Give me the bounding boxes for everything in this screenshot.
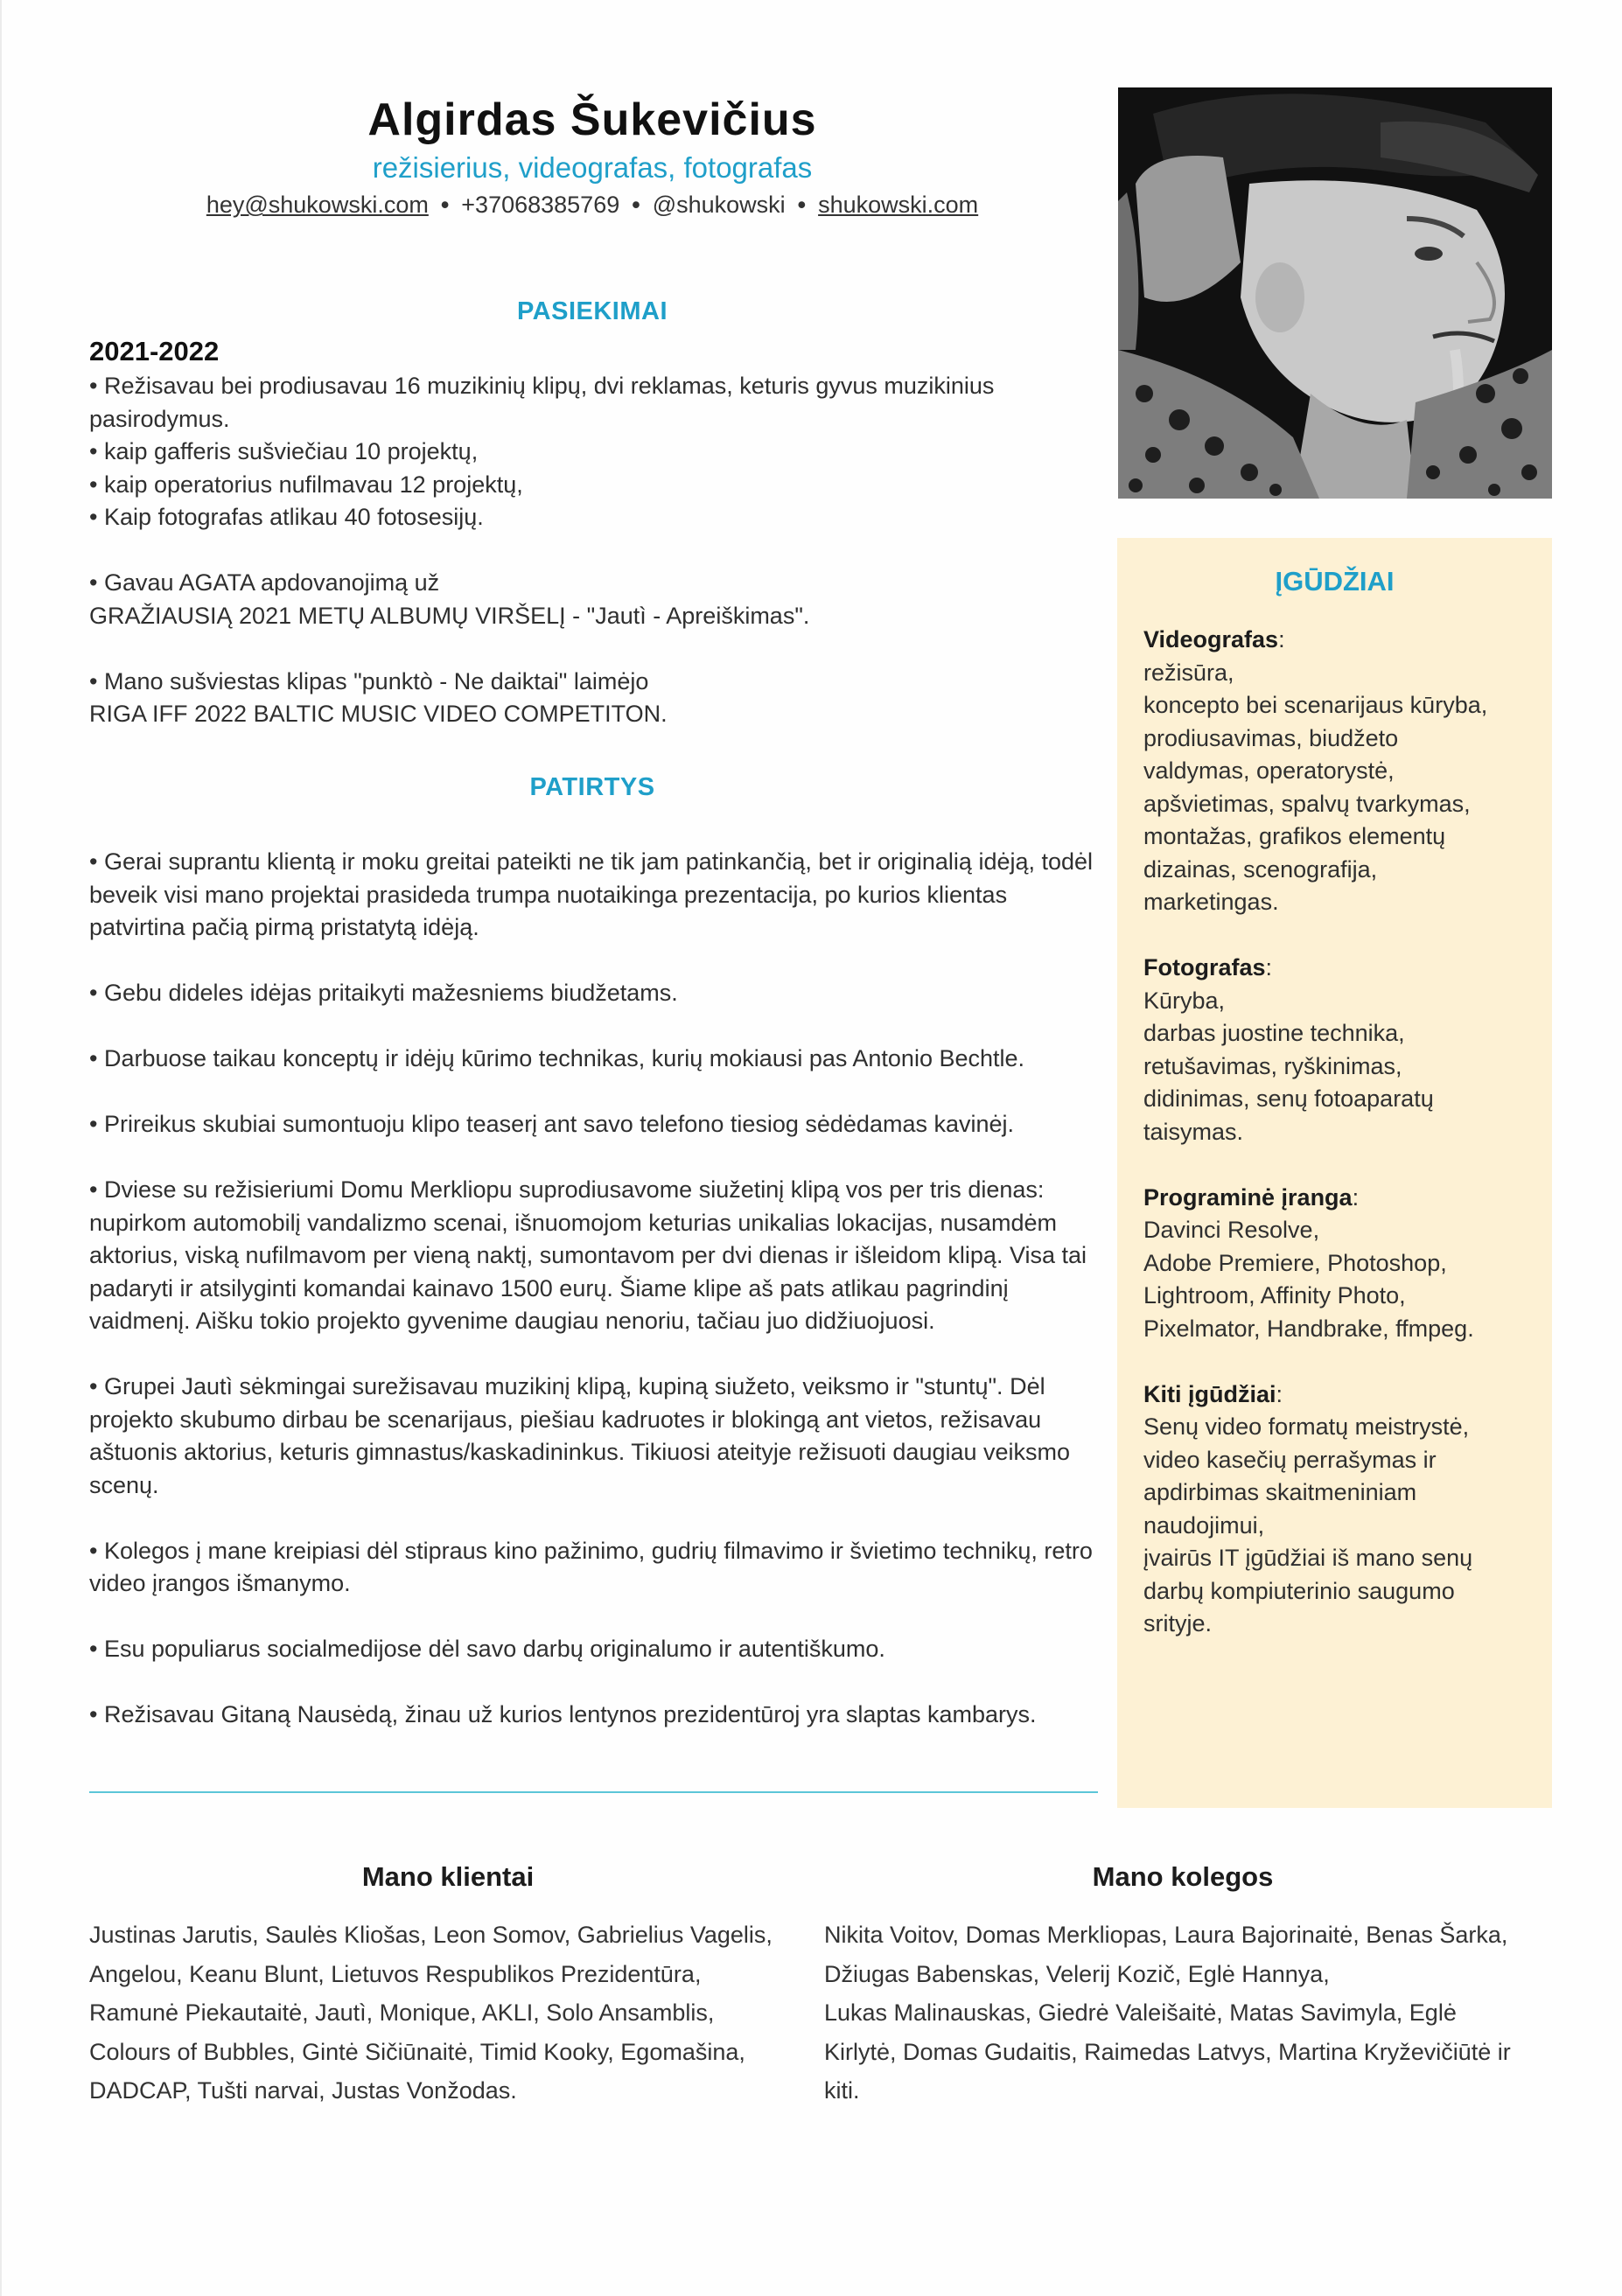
- contact-line: [89, 192, 1095, 219]
- skill-line: naudojimui,: [1143, 1511, 1265, 1539]
- achievements-list: [89, 370, 1104, 731]
- profile-photo: [1118, 87, 1552, 499]
- skill-line: įvairūs IT įgūdžiai iš mano senų: [1143, 1545, 1473, 1571]
- experience-item: • Darbuose taikau konceptų ir idėjų kūrimo technikas, kurių mokiausi pas Antonio Bechtle.: [89, 1045, 1025, 1071]
- skills-heading: ĮGŪDŽIAI: [1275, 566, 1395, 597]
- skill-line: valdymas, operatorystė,: [1143, 757, 1395, 784]
- clients-list: [89, 1916, 807, 2111]
- achievement-item: • Kaip fotografas atlikau 40 fotosesijų.: [89, 504, 484, 530]
- skill-line: darbas juostine technika,: [1143, 1020, 1405, 1046]
- colleagues-column: [824, 1861, 1542, 2111]
- skill-line: marketingas.: [1143, 889, 1279, 915]
- award-line: • Mano sušviestas klipas "punktò - Ne daiktai" laimėjo: [89, 667, 649, 694]
- skills-panel: [1117, 538, 1552, 1808]
- colleagues-line: Džiugas Babenskas, Velerij Kozič, Eglė Hannya,: [824, 1960, 1330, 1987]
- experience-item: • Grupei Jautì sėkmingai surežisavau muzikinį klipą, kupiną siužeto, veiksmo ir "stuntų". Dėl projekto skubumo dirbau be scenarijaus, piešiau kadruotes ir blokingą ant vietos, režisavau aštuonis aktorius, keturis gimnastus/kaskadininkus. Tikiuosi ateityje režisuoti daugiau veiksmo scenų.: [89, 1373, 1071, 1498]
- achievement-item: • Režisavau bei prodiusavau 16 muzikinių klipų, dvi reklamas, keturis gyvus muzikinius pasirodymus.: [89, 373, 995, 432]
- email-link[interactable]: hey@shukowski.com: [206, 192, 429, 219]
- person-name: Algirdas Šukevičius: [367, 94, 817, 145]
- skill-group-photographer: Fotografas: Kūryba, darbas juostine technika, retušavimas, ryškinimas, didinimas, senų fotoaparatų taisymas.: [1143, 952, 1526, 1148]
- skill-line: apdirbimas skaitmeniniam: [1143, 1479, 1417, 1505]
- achievement-item: • kaip operatorius nufilmavau 12 projektų,: [89, 471, 523, 498]
- achievement-item: • kaip gafferis sušviečiau 10 projektų,: [89, 438, 479, 464]
- person-roles: režisierius, videografas, fotografas: [372, 150, 813, 184]
- experience-item: • Prireikus skubiai sumontuoju klipo teaserį ant savo telefono tiesiog sėdėdamas kavinėj.: [89, 1111, 1015, 1137]
- colleagues-heading: Mano kolegos: [1092, 1861, 1274, 1892]
- skill-group-label: Videografas: [1143, 626, 1279, 653]
- clients-line: DADCAP, Tušti narvai, Justas Vonžodas.: [89, 2077, 517, 2104]
- skill-line: video kasečių perrašymas ir: [1143, 1446, 1437, 1473]
- skill-line: apšvietimas, spalvų tvarkymas,: [1143, 790, 1471, 817]
- skill-line: režisūra,: [1143, 659, 1234, 686]
- separator-dot: •: [632, 192, 640, 219]
- skill-line: montažas, grafikos elementų: [1143, 823, 1446, 849]
- experience-item: • Gebu dideles idėjas pritaikyti mažesniems biudžetams.: [89, 980, 678, 1006]
- skill-line: Lightroom, Affinity Photo,: [1143, 1282, 1406, 1309]
- skill-group-label: Fotografas: [1143, 954, 1266, 981]
- clients-line: Justinas Jarutis, Saulės Kliošas, Leon Somov, Gabrielius Vagelis,: [89, 1922, 773, 1948]
- skill-group-label: Kiti įgūdžiai: [1143, 1380, 1276, 1407]
- achievements-years: 2021-2022: [89, 336, 220, 366]
- experience-item: • Režisavau Gitaną Nausėdą, žinau už kurios lentynos prezidentūroj yra slaptas kambarys.: [89, 1701, 1037, 1727]
- colleagues-line: Kirlytė, Domas Gudaitis, Raimedas Latvys, Martina Kryževičiūtė ir: [824, 2038, 1511, 2065]
- experience-item: • Dviese su režisieriumi Domu Merkliopu suprodiusavome siužetinį klipą vos per tris dienas: nupirkom automobilį vandalizmo scenai, išnuomojom keturias unikalias lokacijas, nusamdėm aktorius, viską nufilmavom per vieną naktį, sumontavom per dvi dienas ir išleidom klipą. Visa tai padaryti ir atsilyginti komandai kainavo 1500 eurų. Šiame klipe aš pats atlikau pagrindinį vaidmenį. Aišku tokio projekto gyvenime daugiau nenoriu, tačiau juo didžiuojuosi.: [89, 1176, 1087, 1334]
- skill-line: srityje.: [1143, 1610, 1213, 1637]
- colleagues-list: [824, 1916, 1542, 2111]
- separator-dot: •: [797, 192, 807, 219]
- section-divider: [89, 1791, 1098, 1793]
- colleagues-line: kiti.: [824, 2077, 860, 2104]
- clients-heading: Mano klientai: [361, 1861, 535, 1892]
- skill-line: dizainas, scenografija,: [1143, 855, 1378, 883]
- skill-line: retušavimas, ryškinimas,: [1143, 1052, 1402, 1079]
- skill-group-other: Kiti įgūdžiai: Senų video formatų meistrystė, video kasečių perrašymas ir apdirbimas skaitmeniniam naudojimui, įvairūs IT įgūdžiai iš mano senų darbų kompiuterinio saugumo srityje.: [1143, 1378, 1526, 1641]
- skill-line: Pixelmator, Handbrake, ffmpeg.: [1143, 1315, 1474, 1342]
- skill-line: Davinci Resolve,: [1143, 1217, 1320, 1243]
- skill-line: prodiusavimas, biudžeto: [1143, 724, 1399, 751]
- skill-line: koncepto bei scenarijaus kūryba,: [1143, 692, 1488, 718]
- social-handle: @shukowski: [652, 192, 786, 219]
- clients-line: Angelou, Keanu Blunt, Lietuvos Respublikos Prezidentūra,: [89, 1960, 702, 1987]
- award-line: GRAŽIAUSIĄ 2021 METŲ ALBUMŲ VIRŠELĮ - "Jautì - Apreiškimas".: [89, 602, 810, 629]
- colleagues-line: Nikita Voitov, Domas Merkliopas, Laura Bajorinaitė, Benas Šarka,: [824, 1922, 1508, 1948]
- skill-line: Kūryba,: [1143, 987, 1226, 1014]
- experience-list: [89, 846, 1104, 1732]
- resume-header: [89, 94, 1095, 219]
- skill-group-software: Programinė įranga: Davinci Resolve, Adobe Premiere, Photoshop, Lightroom, Affinity Photo, Pixelmator, Handbrake, ffmpeg.: [1143, 1182, 1526, 1346]
- skill-group-videographer: Videografas: režisūra, koncepto bei scenarijaus kūryba, prodiusavimas, biudžeto valdymas, operatorystė, apšvietimas, spalvų tvarkymas, montažas, grafikos elementų dizainas, scenografija, marketingas.: [1143, 624, 1526, 919]
- clients-column: [89, 1861, 807, 2111]
- experience-item: • Gerai suprantu klientą ir moku greitai pateikti ne tik jam patinkančią, bet ir originalią idėją, todėl beveik visi mano projektai prasideda trumpa nuotaikinga prezentacija, po kurios klientas patvirtina pačią pirmą pristatytą idėją.: [89, 848, 1094, 940]
- colleagues-line: Lukas Malinauskas, Giedrė Valeišaitė, Matas Savimyla, Eglė: [824, 1999, 1457, 2026]
- experience-item: • Esu populiarus socialmedijose dėl savo darbų originalumo ir autentiškumo.: [89, 1636, 885, 1662]
- skill-group-label: Programinė įranga: [1143, 1183, 1353, 1211]
- skill-line: darbų kompiuterinio saugumo: [1143, 1577, 1455, 1604]
- skill-line: taisymas.: [1143, 1118, 1244, 1145]
- separator-dot: •: [440, 192, 450, 219]
- achievements-heading: PASIEKIMAI: [516, 297, 668, 325]
- award-line: RIGA IFF 2022 BALTIC MUSIC VIDEO COMPETITON.: [89, 701, 668, 727]
- phone-number: +37068385769: [461, 192, 620, 219]
- award-line: • Gavau AGATA apdovanojimą už: [89, 569, 440, 596]
- clients-line: Colours of Bubbles, Gintė Sičiūnaitė, Timid Kooky, Egomašina,: [89, 2038, 745, 2065]
- skill-line: Senų video formatų meistrystė,: [1143, 1413, 1470, 1440]
- clients-line: Ramunė Piekautaitė, Jautì, Monique, AKLI, Solo Ansamblis,: [89, 1999, 715, 2026]
- skill-line: didinimas, senų fotoaparatų: [1143, 1085, 1434, 1112]
- portrait-image: [1118, 87, 1552, 499]
- experience-heading: PATIRTYS: [529, 773, 655, 801]
- skill-line: Adobe Premiere, Photoshop,: [1143, 1249, 1447, 1276]
- website-link[interactable]: shukowski.com: [818, 192, 979, 219]
- experience-item: • Kolegos į mane kreipiasi dėl stipraus kino pažinimo, gudrių filmavimo ir švietimo technikų, retro video įrangos išmanymo.: [89, 1537, 1093, 1596]
